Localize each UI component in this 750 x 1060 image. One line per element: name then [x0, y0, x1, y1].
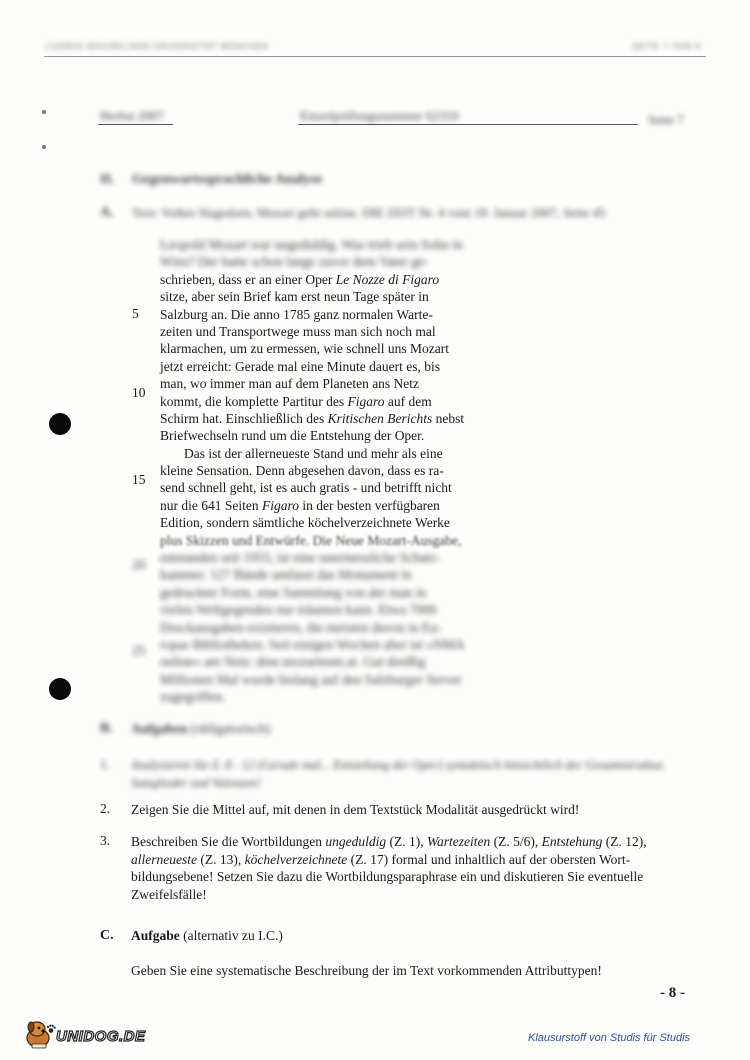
margin-dot [42, 145, 46, 149]
university-header: LUDWIG-MAXIMILIANS-UNIVERSITÄT MÜNCHEN [46, 42, 269, 51]
page-number: - 8 - [660, 985, 685, 1001]
unidog-logo[interactable] [22, 1018, 172, 1050]
section-number: II. [100, 172, 115, 187]
passage-line: jetzt erreicht: Gerade mal eine Minute dauert es, bis [160, 358, 441, 374]
punch-hole [49, 413, 71, 435]
passage-line: Das ist der allerneueste Stand und mehr als eine [184, 445, 443, 461]
passage-line: Leopold Mozart war ungeduldig. Was trieb sein Sohn in [160, 237, 463, 252]
task-text: Analysieren Sie Z. 8 - 12 (Gerade mal... Entstehung der Oper) syntaktisch hinsichtlich der Gesamtstruktur, Satzglieder und Valenzen! [131, 758, 665, 790]
exam-rule [298, 124, 638, 125]
part-c-text: Geben Sie eine systematische Beschreibung der im Text vorkommenden Attributtypen! [131, 963, 602, 978]
passage-line: online« am Netz: dme.mozarteum.at. Gut dreißig [160, 654, 426, 670]
source-citation: Text: Volker Hagedorn, Mozart geht online, DIE ZEIT Nr. 4 vom 18. Januar 2007, Seite 45 [132, 205, 606, 220]
passage-line: gedruckter Form, eine Sammlung von der man in [160, 584, 427, 600]
passage-line: plus Skizzen und Entwürfe. Die Neue Mozart-Ausgabe, [160, 532, 462, 548]
passage-line: entstanden seit 1955, ist eine unermessliche Schatz- [160, 550, 441, 566]
logo-text: UNIDOG.DE [56, 1028, 146, 1045]
line-number: 25 [132, 643, 146, 658]
exam-term: Herbst 2007 [100, 108, 164, 123]
passage-line: ropas Bibliotheken. Seit einigen Wochen aber ist »NMA [160, 636, 465, 652]
margin-dot [42, 110, 46, 114]
line-number: 15 [132, 472, 146, 487]
passage-text [160, 236, 505, 706]
part-a-letter: A. [100, 205, 114, 220]
part-b-title: Aufgaben [131, 721, 188, 736]
task-text: Beschreiben Sie die Wortbildungen ungeduldig (Z. 1), Wartezeiten (Z. 5/6), Entstehung (Z. 12), allerneueste (Z. 13), köchelverzeichnete (Z. 17) formal und inhaltlich auf der obersten Wort- bildungsebene! Setzen Sie dazu die Wortbildungsparaphrase ein und diskutieren Sie eventuelle Zweifelsfälle! [131, 834, 647, 902]
passage-line: Edition, sondern sämtliche köchelverzeichnete Werke [160, 515, 450, 531]
term-rule [98, 124, 173, 125]
part-c-note: (alternativ zu I.C.) [179, 928, 283, 943]
header-rule [44, 56, 706, 57]
part-c-heading [131, 928, 283, 944]
line-number: 5 [132, 306, 139, 321]
sheet-number: Seite 7 [648, 112, 684, 127]
passage-line: kammer. 127 Bände umfasst das Monument in [160, 567, 412, 583]
passage-line: kommt, die komplette Partitur des Figaro auf dem [160, 393, 432, 409]
paw-icon [46, 1024, 56, 1034]
part-b-letter: B. [100, 721, 113, 736]
part-c-title: Aufgabe [131, 928, 180, 943]
passage-line: Millionen Mal wurde bislang auf den Salzburger Server [160, 671, 462, 687]
part-b-note: (obligatorisch) [190, 721, 271, 736]
task-number: 1. [100, 757, 111, 772]
passage-line: schrieben, dass er an einer Oper Le Nozze di Figaro [160, 271, 440, 287]
passage-line: kleine Sensation. Denn abgesehen davon, dass es ra- [160, 463, 444, 479]
passage-line: sitze, aber sein Brief kam erst neun Tage später in [160, 289, 429, 305]
line-number: 10 [132, 385, 146, 400]
part-c-letter: C. [100, 928, 114, 943]
passage-line: send schnell geht, ist es auch gratis - und betrifft nicht [160, 480, 452, 496]
passage-line: Salzburg an. Die anno 1785 ganz normalen Warte- [160, 306, 433, 322]
passage-line: vielen Weltgegenden nur träumen kann. Etwa 7000 [160, 602, 437, 618]
page-header: SEITE 7 VON 9 [632, 42, 702, 51]
task-text: Zeigen Sie die Mittel auf, mit denen in dem Textstück Modalität ausgedrückt wird! [131, 802, 580, 817]
exam-number: Einzelprüfungsnummer 62310 [300, 108, 459, 123]
passage-line: klarmachen, um zu ermessen, wie schnell uns Mozart [160, 341, 450, 357]
punch-hole [49, 678, 71, 700]
section-title: Gegenwartssprachliche Analyse [132, 172, 323, 187]
passage-line: Briefwechseln rund um die Entstehung der Oper. [160, 428, 425, 444]
line-number: 20 [132, 557, 146, 572]
passage-line: zeiten und Transportwege muss man sich noch mal [160, 323, 436, 339]
passage-line: zugegriffen. [160, 689, 226, 705]
passage-line: nur die 641 Seiten Figaro in der besten verfügbaren [160, 497, 440, 513]
task-number: 2. [100, 801, 111, 816]
passage-line: man, wo immer man auf dem Planeten ans Netz [160, 376, 420, 392]
passage-line: Schirm hat. Einschließlich des Kritischen Berichts nebst [160, 410, 465, 426]
part-b-heading [131, 721, 270, 737]
task-number: 3. [100, 833, 111, 848]
footer-tagline: Klausurstoff von Studis für Studis [528, 1032, 691, 1044]
passage-line: Druckausgaben existieren, die meisten davon in Eu- [160, 619, 442, 635]
passage-line: Wien? Der hatte schon lange zuvor dem Vater ge- [160, 254, 429, 270]
